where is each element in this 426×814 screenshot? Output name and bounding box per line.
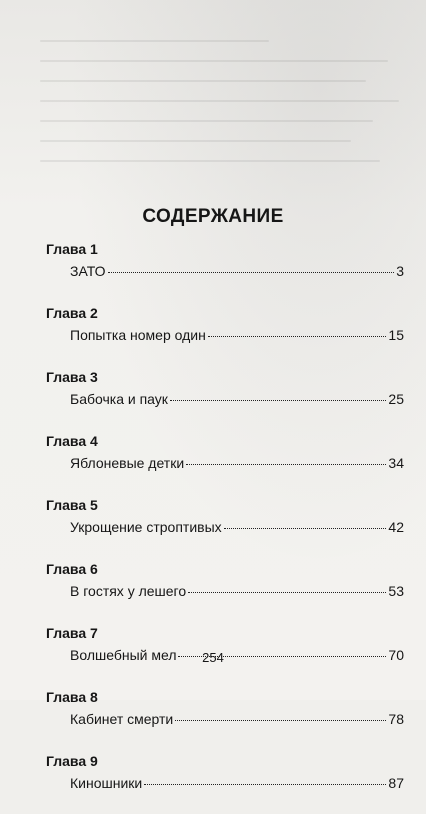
- toc-entry: [46, 366, 404, 430]
- chapter-page-number: 53: [388, 583, 404, 599]
- chapter-page-number: 78: [388, 711, 404, 727]
- chapter-label: Глава 8: [46, 689, 98, 705]
- chapter-title: ЗАТО: [70, 263, 106, 279]
- dot-leader: [108, 272, 395, 273]
- dot-leader: [170, 400, 387, 401]
- chapter-page-number: 25: [388, 391, 404, 407]
- toc-line: [70, 455, 404, 471]
- chapter-label: Глава 6: [46, 561, 98, 577]
- chapter-title: Яблоневые детки: [70, 455, 185, 471]
- chapter-title: Укрощение строптивых: [70, 519, 222, 535]
- chapter-label: Глава 5: [46, 497, 98, 513]
- chapter-label: Глава 7: [46, 625, 98, 641]
- toc-entry: [46, 238, 404, 302]
- toc-entry: [46, 558, 404, 622]
- page-number: 254: [202, 650, 224, 665]
- chapter-page-number: 15: [388, 327, 404, 343]
- chapter-page-number: 70: [388, 647, 404, 663]
- chapter-label: Глава 4: [46, 433, 98, 449]
- toc-entry: [46, 302, 404, 366]
- toc-line: [70, 327, 404, 343]
- dot-leader: [188, 592, 386, 593]
- toc-entry: [46, 494, 404, 558]
- dot-leader: [208, 336, 387, 337]
- chapter-page-number: 34: [388, 455, 404, 471]
- chapter-title: Бабочка и паук: [70, 391, 168, 407]
- toc-entry: [46, 750, 404, 814]
- table-of-contents: [46, 238, 404, 814]
- toc-entry: [46, 430, 404, 494]
- chapter-label: Глава 2: [46, 305, 98, 321]
- chapter-title: Киношники: [70, 775, 143, 791]
- toc-title: СОДЕРЖАНИЕ: [142, 206, 284, 227]
- toc-line: [70, 775, 404, 791]
- dot-leader: [186, 464, 386, 465]
- toc-line: [70, 519, 404, 535]
- dot-leader: [175, 720, 386, 721]
- toc-line: [70, 391, 404, 407]
- chapter-page-number: 42: [388, 519, 404, 535]
- dot-leader: [224, 528, 387, 529]
- chapter-label: Глава 9: [46, 753, 98, 769]
- chapter-page-number: 3: [396, 263, 404, 279]
- chapter-title: Волшебный мел: [70, 647, 177, 663]
- dot-leader: [144, 784, 386, 785]
- chapter-title: В гостях у лешего: [70, 583, 187, 599]
- toc-line: [70, 583, 404, 599]
- chapter-page-number: 87: [388, 775, 404, 791]
- chapter-title: Кабинет смерти: [70, 711, 174, 727]
- chapter-label: Глава 3: [46, 369, 98, 385]
- toc-line: [70, 263, 404, 279]
- chapter-label: Глава 1: [46, 241, 98, 257]
- chapter-title: Попытка номер один: [70, 327, 206, 343]
- toc-line: [70, 711, 404, 727]
- toc-entry: [46, 686, 404, 750]
